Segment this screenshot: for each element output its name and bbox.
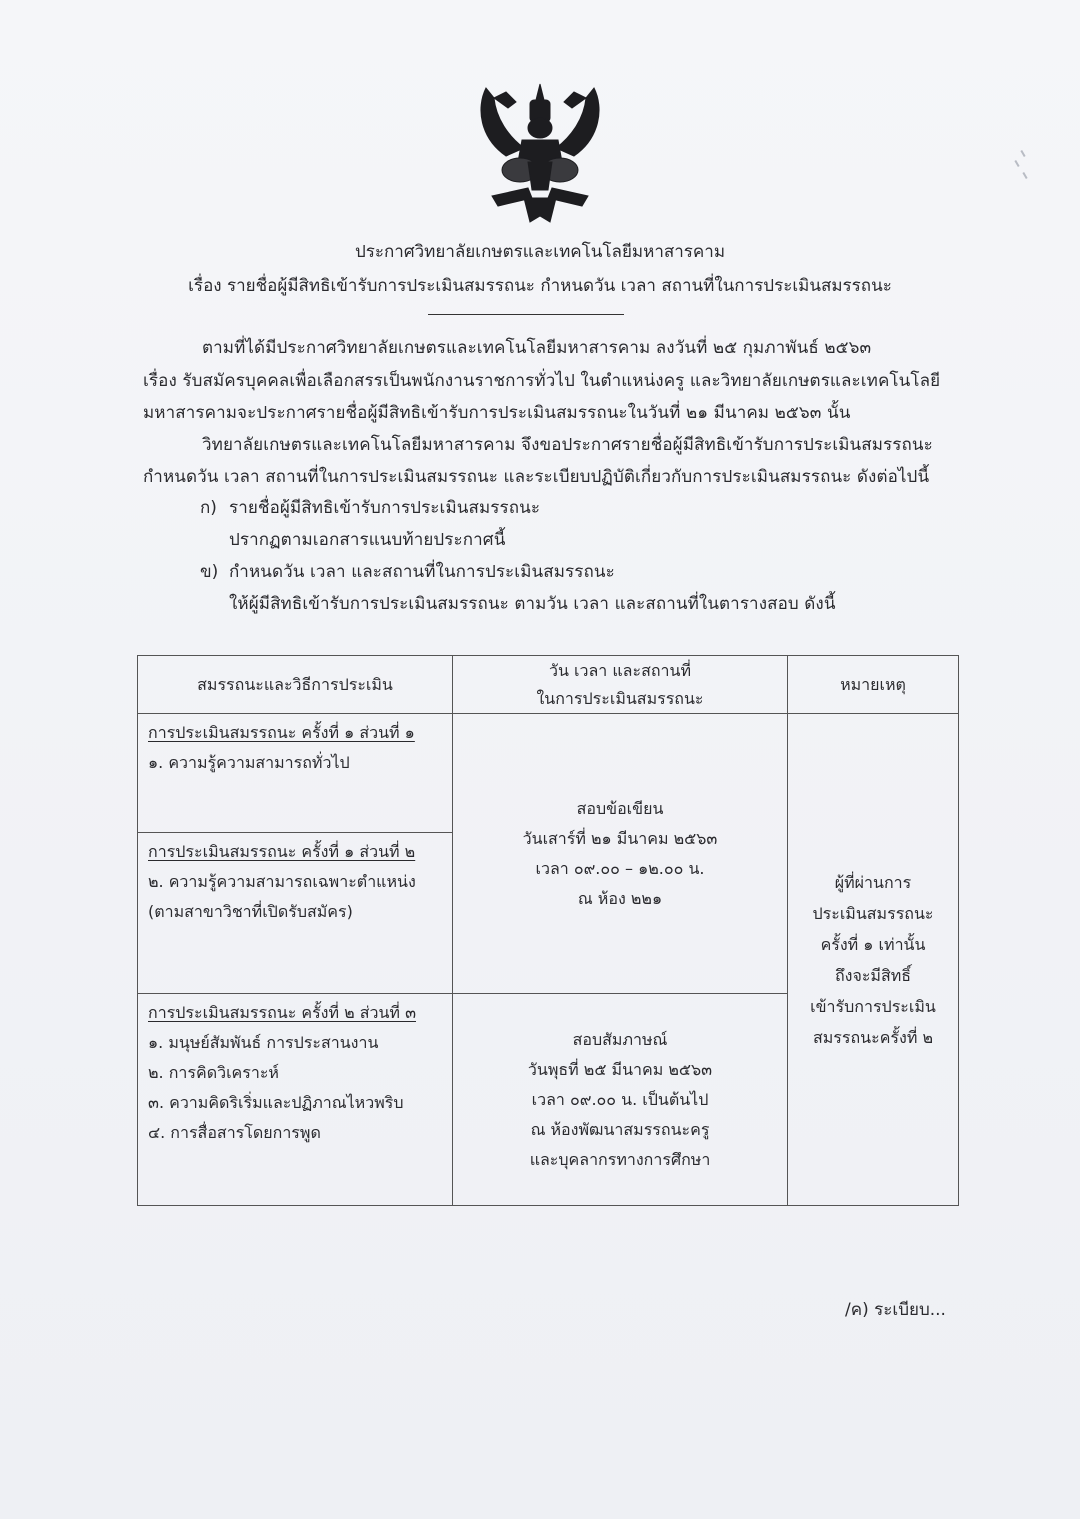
section-2-cell — [138, 833, 453, 994]
scan-speck — [1014, 160, 1019, 167]
section-3-item-4: ๔. การสื่อสารโดยการพูด — [148, 1123, 321, 1142]
section-1-item-1: ๑. ความรู้ความสามารถทั่วไป — [148, 753, 350, 772]
written-exam-type: สอบข้อเขียน — [576, 798, 664, 818]
scan-speck — [1020, 150, 1025, 157]
written-exam-time: เวลา ๐๙.๐๐ – ๑๒.๐๐ น. — [535, 858, 705, 878]
item-a-line1: รายชื่อผู้มีสิทธิเข้ารับการประเมินสมรรถนะ — [229, 498, 541, 518]
table-header-competency: สมรรถนะและวิธีการประเมิน — [138, 656, 453, 714]
interview-time: เวลา ๐๙.๐๐ น. เป็นต้นไป — [531, 1089, 709, 1109]
item-b-line1: กำหนดวัน เวลา และสถานที่ในการประเมินสมรรถนะ — [229, 562, 615, 582]
garuda-emblem-icon — [472, 78, 608, 228]
remark-cell: ผู้ที่ผ่านการ ประเมินสมรรถนะ ครั้งที่ ๑ เท่านั้น ถึงจะมีสิทธิ์ เข้ารับการประเมิน สมรรถนะครั้งที่ ๒ — [788, 714, 959, 1206]
table-header-remark: หมายเหตุ — [788, 656, 959, 714]
interview-room-cont: และบุคลากรทางการศึกษา — [529, 1149, 711, 1169]
schedule-table — [137, 655, 959, 1206]
para2-line2: กำหนดวัน เวลา สถานที่ในการประเมินสมรรถนะ และระเบียบปฏิบัติเกี่ยวกับการประเมินสมรรถนะ ดังต่อไปนี้ — [143, 467, 930, 487]
subject-title: เรื่อง รายชื่อผู้มีสิทธิเข้ารับการประเมินสมรรถนะ กำหนดวัน เวลา สถานที่ในการประเมินสมรรถนะ — [188, 276, 892, 296]
item-a-line2: ปรากฏตามเอกสารแนบท้ายประกาศนี้ — [229, 530, 506, 550]
interview-type: สอบสัมภาษณ์ — [572, 1029, 668, 1049]
section-2-item-2: (ตามสาขาวิชาที่เปิดรับสมัคร) — [148, 902, 353, 921]
interview-room: ณ ห้องพัฒนาสมรรถนะครู — [530, 1119, 710, 1139]
section-2-title: การประเมินสมรรถนะ ครั้งที่ ๑ ส่วนที่ ๒ — [148, 842, 416, 861]
section-3-item-2: ๒. การคิดวิเคราะห์ — [148, 1063, 279, 1082]
section-3-cell — [138, 994, 453, 1206]
section-3-item-1: ๑. มนุษย์สัมพันธ์ การประสานงาน — [148, 1033, 379, 1052]
para1-line3: มหาสารคามจะประกาศรายชื่อผู้มีสิทธิเข้ารับการประเมินสมรรถนะในวันที่ ๒๑ มีนาคม ๒๕๖๓ นั้น — [143, 403, 851, 423]
continuation-note: /ค) ระเบียบ... — [845, 1300, 946, 1320]
table-header-schedule: วัน เวลา และสถานที่ ในการประเมินสมรรถนะ — [453, 656, 788, 714]
para1-line1: ตามที่ได้มีประกาศวิทยาลัยเกษตรและเทคโนโลยีมหาสารคาม ลงวันที่ ๒๕ กุมภาพันธ์ ๒๕๖๓ — [202, 338, 872, 358]
section-3-title: การประเมินสมรรถนะ ครั้งที่ ๒ ส่วนที่ ๓ — [148, 1003, 416, 1022]
item-a-marker: ก) — [200, 498, 217, 518]
scan-speck — [1022, 172, 1027, 179]
section-3-item-3: ๓. ความคิดริเริ่มและปฏิภาณไหวพริบ — [148, 1093, 404, 1112]
table-row — [138, 714, 959, 833]
issuer-title: ประกาศวิทยาลัยเกษตรและเทคโนโลยีมหาสารคาม — [354, 242, 726, 262]
interview-cell — [453, 994, 788, 1206]
interview-date: วันพุธที่ ๒๕ มีนาคม ๒๕๖๓ — [527, 1059, 713, 1079]
section-1-title: การประเมินสมรรถนะ ครั้งที่ ๑ ส่วนที่ ๑ — [148, 723, 415, 742]
item-b-line2: ให้ผู้มีสิทธิเข้ารับการประเมินสมรรถนะ ตามวัน เวลา และสถานที่ในตารางสอบ ดังนี้ — [229, 594, 836, 614]
written-exam-cell — [453, 714, 788, 994]
para2-line1: วิทยาลัยเกษตรและเทคโนโลยีมหาสารคาม จึงขอประกาศรายชื่อผู้มีสิทธิเข้ารับการประเมินสมรรถนะ — [202, 435, 933, 455]
section-1-cell — [138, 714, 453, 833]
title-divider — [428, 314, 624, 315]
written-exam-date: วันเสาร์ที่ ๒๑ มีนาคม ๒๕๖๓ — [522, 828, 718, 848]
section-2-item-1: ๒. ความรู้ความสามารถเฉพาะตำแหน่ง — [148, 872, 416, 891]
para1-line2: เรื่อง รับสมัครบุคคลเพื่อเลือกสรรเป็นพนักงานราชการทั่วไป ในตำแหน่งครู และวิทยาลัยเกษตรและเทคโนโลยี — [143, 371, 941, 391]
written-exam-room: ณ ห้อง ๒๒๑ — [577, 888, 663, 908]
item-b-marker: ข) — [200, 562, 219, 582]
